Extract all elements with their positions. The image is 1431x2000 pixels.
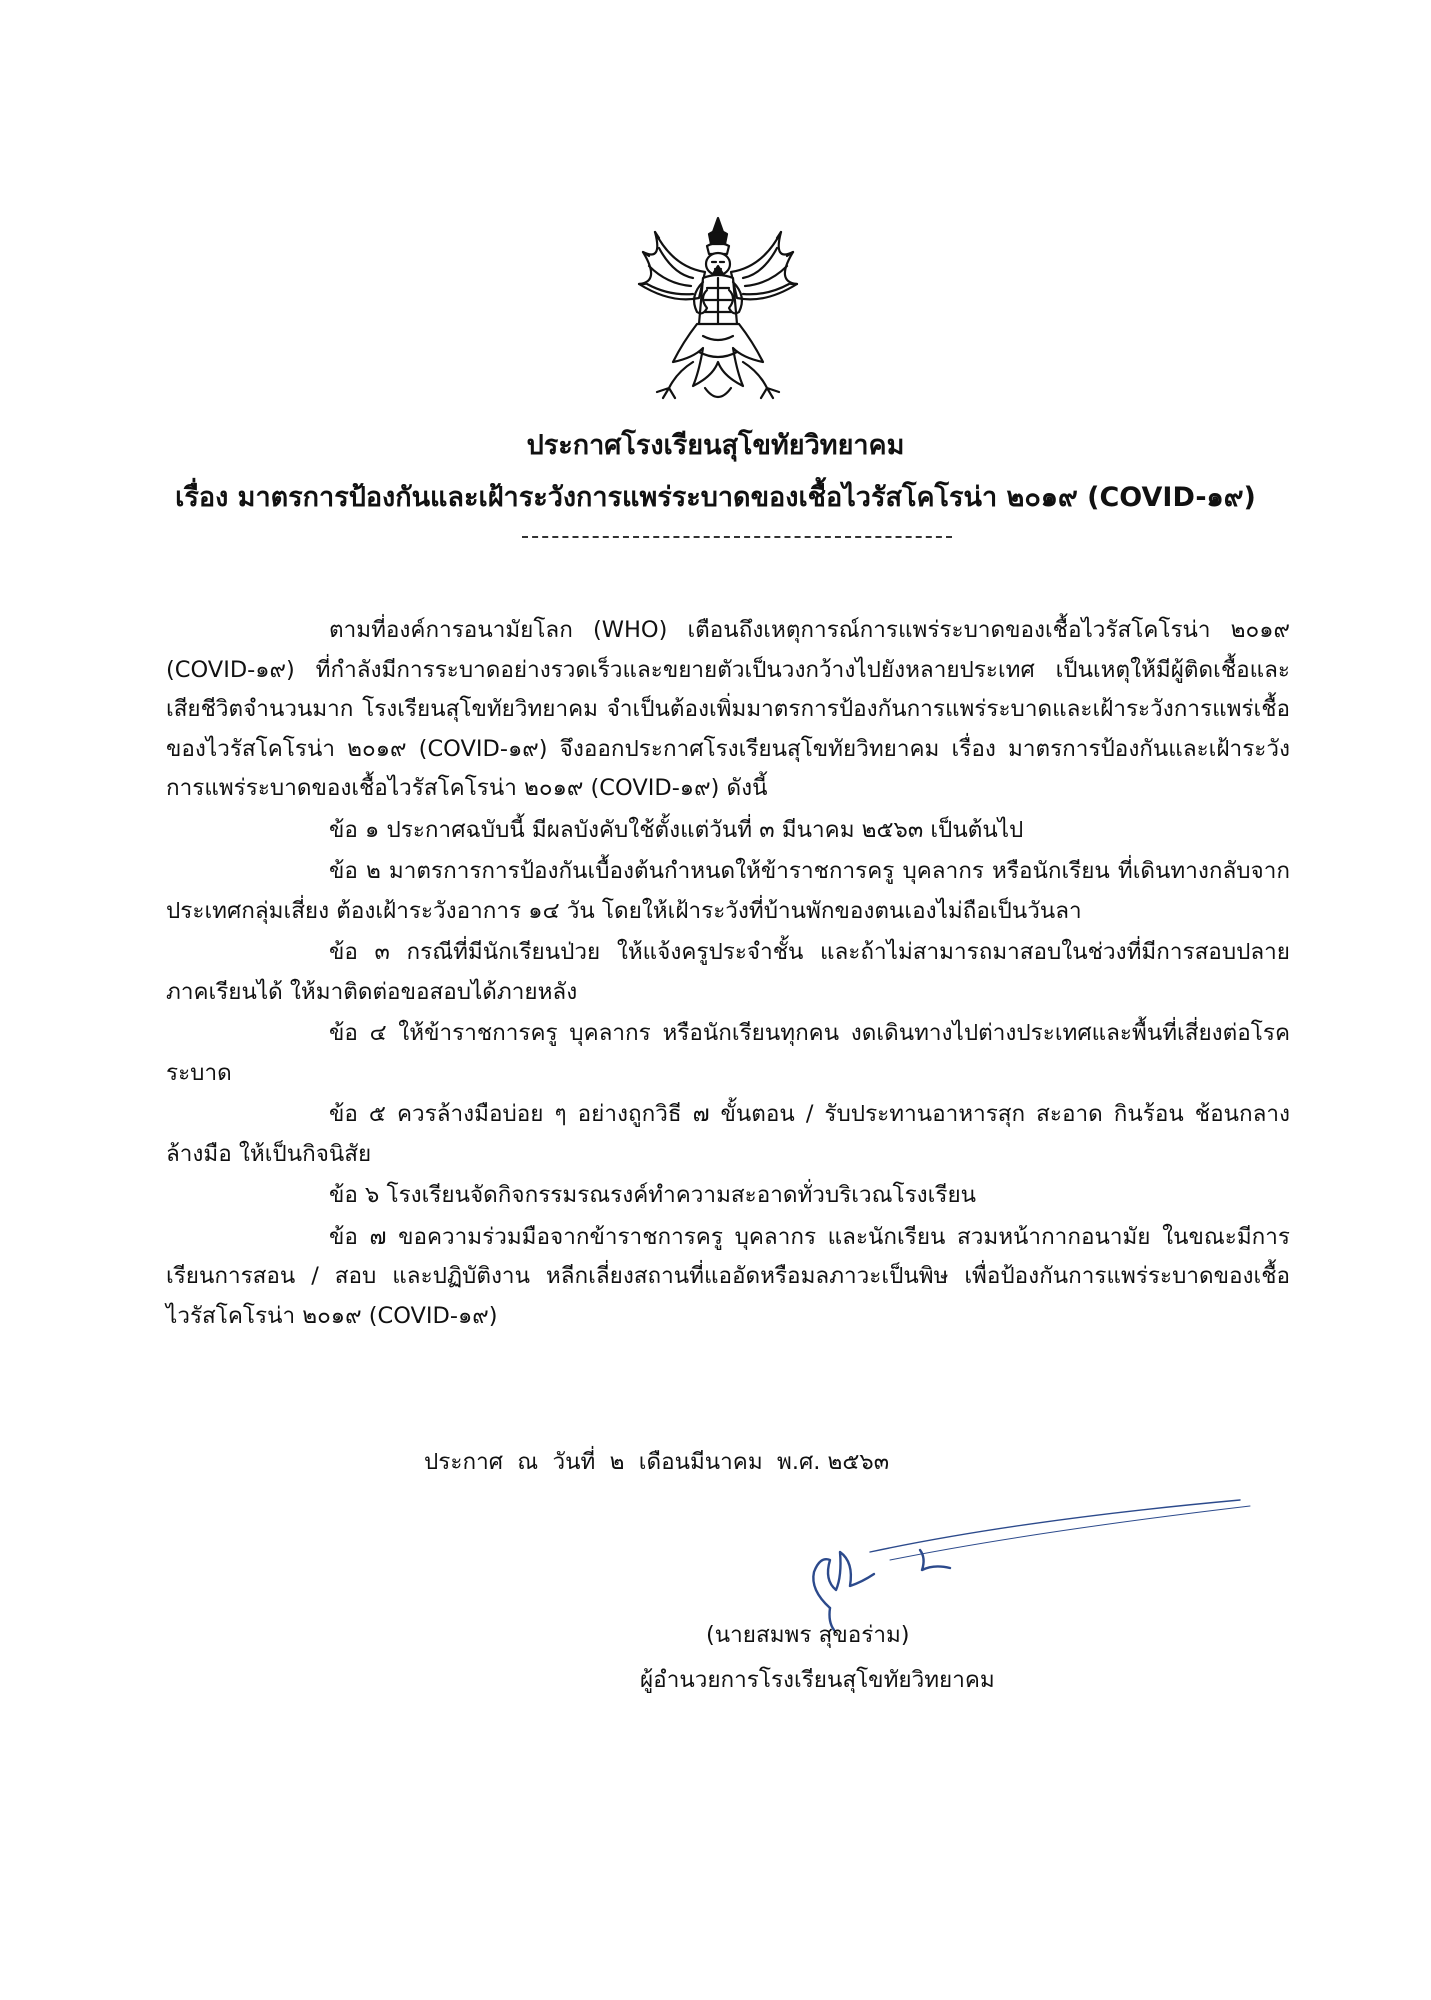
- clause-2: ข้อ ๒ มาตรการการป้องกันเบื้องต้นกำหนดให้ข้าราชการครู บุคลากร หรือนักเรียน ที่เดินทางกลับจากประเทศกลุ่มเสี่ยง ต้องเฝ้าระวังอาการ ๑๔ วัน โดยให้เฝ้าระวังที่บ้านพักของตนเองไม่ถือเป็นวันลา: [166, 858, 1290, 924]
- dashed-divider: [522, 536, 952, 538]
- signer-name: (นายสมพร สุขอร่าม): [706, 1622, 910, 1648]
- document-title: ประกาศโรงเรียนสุโขทัยวิทยาคม: [526, 430, 905, 461]
- clause-3: ข้อ ๓ กรณีที่มีนักเรียนป่วย ให้แจ้งครูประจำชั้น และถ้าไม่สามารถมาสอบในช่วงที่มีการสอบปลายภาคเรียนได้ ให้มาติดต่อขอสอบได้ภายหลัง: [166, 939, 1290, 1005]
- clause-7: ข้อ ๗ ขอความร่วมมือจากข้าราชการครู บุคลากร และนักเรียน สวมหน้ากากอนามัย ในขณะมีการเรียนการสอน / สอบ และปฏิบัติงาน หลีกเลี่ยงสถานที่แออัดหรือมลภาวะเป็นพิษ เพื่อป้องกันการแพร่ระบาดของเชื้อไวรัสโคโรน่า ๒๐๑๙ (COVID-๑๙): [166, 1223, 1290, 1329]
- intro-paragraph: ตามที่องค์การอนามัยโลก (WHO) เตือนถึงเหตุการณ์การแพร่ระบาดของเชื้อไวรัสโคโรน่า ๒๐๑๙ (COVID-๑๙) ที่กำลังมีการระบาดอย่างรวดเร็วและขยายตัวเป็นวงกว้างไปยังหลายประเทศ เป็นเหตุให้มีผู้ติดเชื้อและเสียชีวิตจำนวนมาก โรงเรียนสุโขทัยวิทยาคม จำเป็นต้องเพิ่มมาตรการป้องกันการแพร่ระบาดและเฝ้าระวังการแพร่เชื้อของไวรัสโคโรน่า ๒๐๑๙ (COVID-๑๙) จึงออกประกาศโรงเรียนสุโขทัยวิทยาคม เรื่อง มาตรการป้องกันและเฝ้าระวังการแพร่ระบาดของเชื้อไวรัสโคโรน่า ๒๐๑๙ (COVID-๑๙) ดังนี้: [166, 617, 1290, 801]
- clause-6: ข้อ ๖ โรงเรียนจัดกิจกรรมรณรงค์ทำความสะอาดทั่วบริเวณโรงเรียน: [329, 1182, 977, 1208]
- garuda-emblem-icon: [633, 212, 803, 408]
- clause-4: ข้อ ๔ ให้ข้าราชการครู บุคลากร หรือนักเรียนทุกคน งดเดินทางไปต่างประเทศและพื้นที่เสี่ยงต่อโรคระบาด: [166, 1020, 1290, 1086]
- clause-5: ข้อ ๕ ควรล้างมือบ่อย ๆ อย่างถูกวิธี ๗ ขั้นตอน / รับประทานอาหารสุก สะอาด กินร้อน ช้อนกลาง ล้างมือ ให้เป็นกิจนิสัย: [166, 1101, 1290, 1167]
- handwritten-signature-icon: [770, 1490, 1310, 1640]
- announcement-date: ประกาศ ณ วันที่ ๒ เดือนมีนาคม พ.ศ. ๒๕๖๓: [424, 1449, 890, 1475]
- document-subject: เรื่อง มาตรการป้องกันและเฝ้าระวังการแพร่ระบาดของเชื้อไวรัสโคโรน่า ๒๐๑๙ (COVID-๑๙): [175, 482, 1256, 513]
- signer-position: ผู้อำนวยการโรงเรียนสุโขทัยวิทยาคม: [640, 1667, 995, 1693]
- clause-1: ข้อ ๑ ประกาศฉบับนี้ มีผลบังคับใช้ตั้งแต่วันที่ ๓ มีนาคม ๒๕๖๓ เป็นต้นไป: [329, 816, 1024, 843]
- document-body: [166, 611, 1290, 1336]
